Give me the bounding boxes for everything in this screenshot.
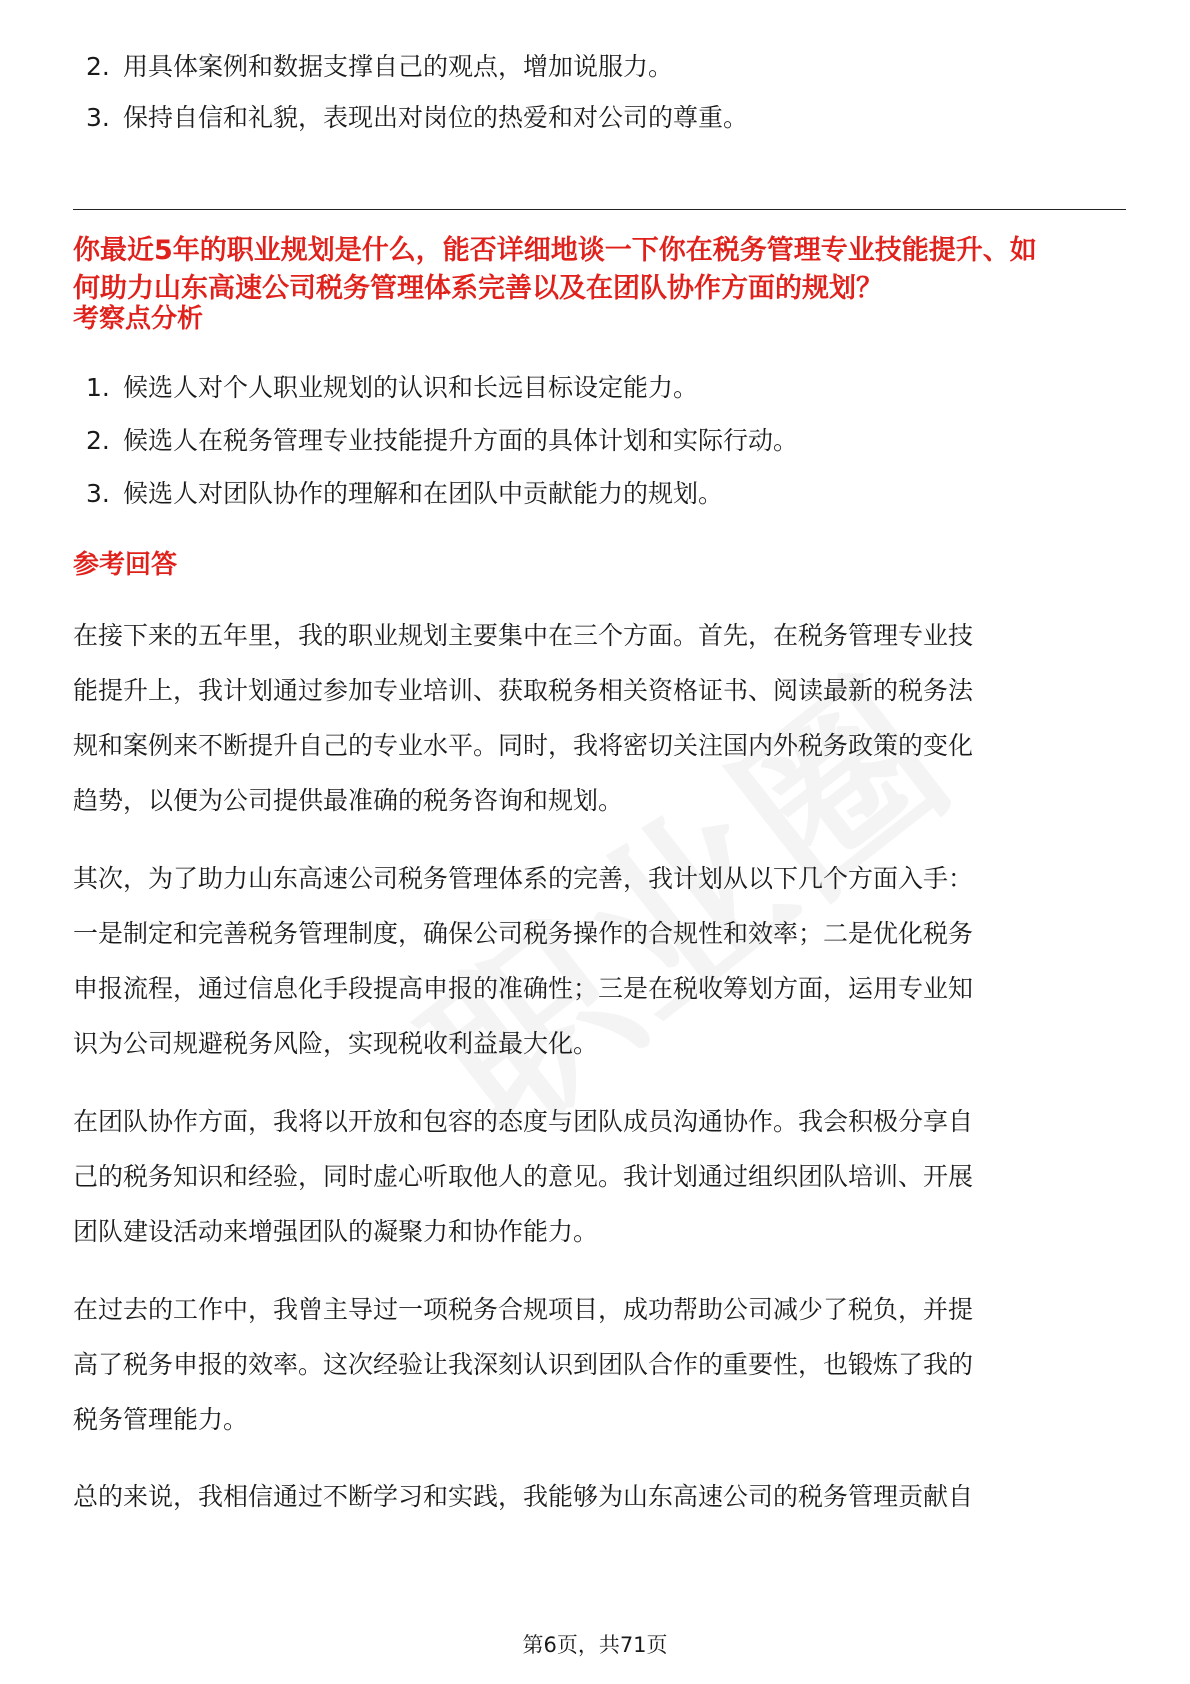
paragraph-line: 己的税务知识和经验，同时虚心听取他人的意见。我计划通过组织团队培训、开展: [73, 1162, 974, 1191]
paragraph-line: 在过去的工作中，我曾主导过一项税务合规项目，成功帮助公司减少了税负，并提: [73, 1295, 974, 1324]
question-line: 你最近5年的职业规划是什么，能否详细地谈一下你在税务管理专业技能提升、如: [73, 235, 1037, 266]
answer-paragraph: [73, 1282, 1133, 1447]
paragraph-line: 高了税务申报的效率。这次经验让我深刻认识到团队合作的重要性，也锻炼了我的: [73, 1350, 974, 1379]
paragraph-line: 一是制定和完善税务管理制度，确保公司税务操作的合规性和效率；二是优化税务: [73, 919, 974, 948]
section-divider: [73, 209, 1126, 210]
list-item-text: 用具体案例和数据支撑自己的观点，增加说服力。: [123, 52, 674, 81]
paragraph-line: 识为公司规避税务风险，实现税收利益最大化。: [73, 1029, 599, 1058]
list-item-number: 2.: [86, 52, 110, 81]
paragraph-line: 规和案例来不断提升自己的专业水平。同时，我将密切关注国内外税务政策的变化: [73, 731, 974, 760]
paragraph-line: 能提升上，我计划通过参加专业培训、获取税务相关资格证书、阅读最新的税务法: [73, 676, 974, 705]
paragraph-line: 其次，为了助力山东高速公司税务管理体系的完善，我计划从以下几个方面入手：: [73, 864, 974, 893]
question-heading: [73, 232, 1133, 308]
list-item-text: 保持自信和礼貌，表现出对岗位的热爱和对公司的尊重。: [123, 103, 749, 132]
paragraph-line: 团队建设活动来增强团队的凝聚力和协作能力。: [73, 1217, 599, 1246]
paragraph-line: 税务管理能力。: [73, 1405, 249, 1434]
page-number-footer: 第6页，共71页: [522, 1633, 668, 1657]
list-item-number: 3.: [86, 479, 110, 508]
answer-heading: 参考回答: [73, 550, 178, 580]
answer-paragraph: [73, 1094, 1133, 1259]
list-item-number: 1.: [86, 373, 110, 402]
answer-paragraph: [73, 851, 1133, 1071]
paragraph-line: 趋势，以便为公司提供最准确的税务咨询和规划。: [73, 786, 624, 815]
answer-paragraph: [73, 608, 1133, 828]
question-line: 何助力山东高速公司税务管理体系完善以及在团队协作方面的规划？: [73, 273, 883, 304]
paragraph-line: 申报流程，通过信息化手段提高申报的准确性；三是在税收筹划方面，运用专业知: [73, 974, 974, 1003]
answer-paragraph: [73, 1469, 1133, 1524]
paragraph-line: 总的来说，我相信通过不断学习和实践，我能够为山东高速公司的税务管理贡献自: [73, 1482, 974, 1511]
list-item-text: 候选人在税务管理专业技能提升方面的具体计划和实际行动。: [123, 426, 799, 455]
paragraph-line: 在接下来的五年里，我的职业规划主要集中在三个方面。首先，在税务管理专业技: [73, 621, 974, 650]
list-item-text: 候选人对团队协作的理解和在团队中贡献能力的规划。: [123, 479, 724, 508]
list-item-text: 候选人对个人职业规划的认识和长远目标设定能力。: [123, 373, 699, 402]
analysis-heading: 考察点分析: [73, 304, 204, 334]
list-item-number: 2.: [86, 426, 110, 455]
list-item-number: 3.: [86, 103, 110, 132]
paragraph-line: 在团队协作方面，我将以开放和包容的态度与团队成员沟通协作。我会积极分享自: [73, 1107, 974, 1136]
